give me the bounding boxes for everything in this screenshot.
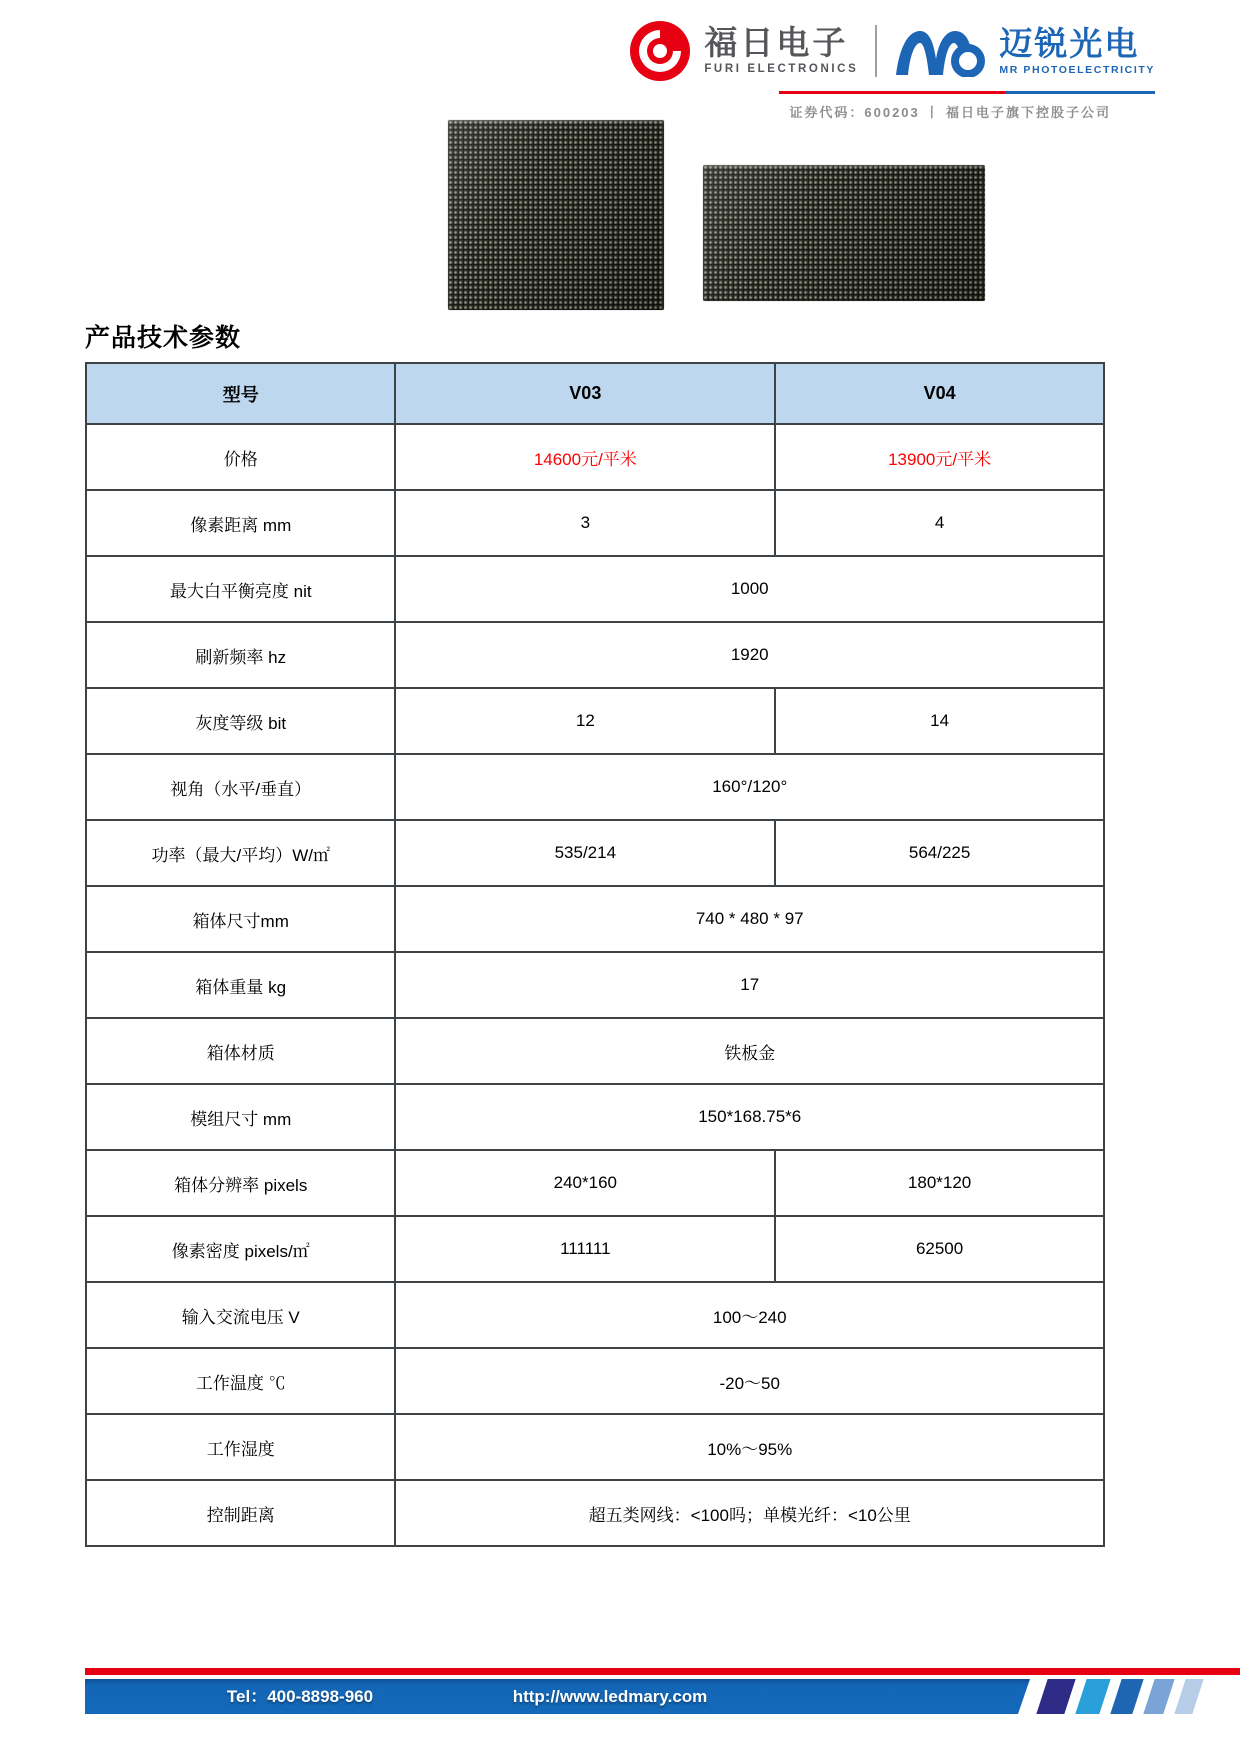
header-cell-v04: V04 <box>775 363 1104 424</box>
footer-stripe <box>1174 1679 1203 1714</box>
table-row <box>86 1348 1104 1414</box>
row-value-v03: 12 <box>395 688 775 754</box>
row-label: 像素密度 pixels/㎡ <box>86 1216 395 1282</box>
row-value-v04: 4 <box>775 490 1104 556</box>
row-value-span: 超五类网线：<100吗；单模光纤：<10公里 <box>395 1480 1104 1546</box>
footer-stripe <box>1143 1679 1174 1714</box>
row-value-span: 1000 <box>395 556 1104 622</box>
brand-divider <box>875 25 877 77</box>
footer-stripe <box>1036 1679 1075 1714</box>
row-label: 工作湿度 <box>86 1414 395 1480</box>
table-row <box>86 886 1104 952</box>
row-label: 箱体分辨率 pixels <box>86 1150 395 1216</box>
footer-telephone: Tel：400-8898-960 <box>226 1687 374 1706</box>
brand-accent-line <box>779 91 1155 94</box>
table-row <box>86 1084 1104 1150</box>
brand-logos-row <box>629 20 1155 82</box>
table-row <box>86 424 1104 490</box>
row-value-v03: 240*160 <box>395 1150 775 1216</box>
row-value-span: 17 <box>395 952 1104 1018</box>
table-row <box>86 688 1104 754</box>
row-value-v04: 180*120 <box>775 1150 1104 1216</box>
row-value-v03: 111111 <box>395 1216 775 1282</box>
brand-accent-line-red <box>779 91 1005 94</box>
row-value-span: 100～240 <box>395 1282 1104 1348</box>
spec-table <box>85 362 1105 1547</box>
brand-header <box>629 20 1155 121</box>
mr-name: 迈锐光电 <box>999 24 1140 62</box>
row-value-v03: 3 <box>395 490 775 556</box>
row-label: 灰度等级 bit <box>86 688 395 754</box>
footer-stripe <box>1075 1679 1110 1714</box>
furi-logo-text <box>704 26 858 76</box>
row-label: 模组尺寸 mm <box>86 1084 395 1150</box>
mr-subtitle: MR PHOTOELECTRICITY <box>999 63 1155 76</box>
header-cell-v03: V03 <box>395 363 775 424</box>
table-row <box>86 820 1104 886</box>
table-row <box>86 556 1104 622</box>
row-value-span: 10%～95% <box>395 1414 1104 1480</box>
row-label: 箱体重量 kg <box>86 952 395 1018</box>
table-row <box>86 1150 1104 1216</box>
led-module-photo-v04 <box>703 165 985 301</box>
row-label: 最大白平衡亮度 nit <box>86 556 395 622</box>
row-value-v03: 14600元/平米 <box>395 424 775 490</box>
table-row <box>86 1018 1104 1084</box>
brand-accent-line-blue <box>1005 91 1155 94</box>
table-row <box>86 1216 1104 1282</box>
row-label: 刷新频率 hz <box>86 622 395 688</box>
row-label: 像素距离 mm <box>86 490 395 556</box>
row-label: 箱体材质 <box>86 1018 395 1084</box>
led-module-photo-v03 <box>448 120 664 310</box>
table-row <box>86 1282 1104 1348</box>
row-value-span: -20～50 <box>395 1348 1104 1414</box>
brand-caption: 证券代码：600203 丨 福日电子旗下控股子公司 <box>789 105 1111 120</box>
header-cell-model: 型号 <box>86 363 395 424</box>
footer-stripes <box>1042 1679 1198 1714</box>
row-value-span: 铁板金 <box>395 1018 1104 1084</box>
row-value-v04: 13900元/平米 <box>775 424 1104 490</box>
furi-logo-icon <box>629 20 691 82</box>
mr-logo-text <box>999 24 1155 76</box>
row-value-span: 740 * 480 * 97 <box>395 886 1104 952</box>
furi-subtitle: FURI ELECTRONICS <box>704 63 859 76</box>
row-value-span: 150*168.75*6 <box>395 1084 1104 1150</box>
page-title: 产品技术参数 <box>85 324 242 352</box>
row-value-v04: 14 <box>775 688 1104 754</box>
table-row <box>86 952 1104 1018</box>
row-label: 价格 <box>86 424 395 490</box>
row-label: 箱体尺寸mm <box>86 886 395 952</box>
row-label: 控制距离 <box>86 1480 395 1546</box>
footer-red-bar <box>85 1668 1240 1675</box>
row-value-span: 160°/120° <box>395 754 1104 820</box>
row-label: 视角（水平/垂直） <box>86 754 395 820</box>
footer-stripe <box>1110 1679 1143 1714</box>
row-value-v03: 535/214 <box>395 820 775 886</box>
row-label: 功率（最大/平均）W/㎡ <box>86 820 395 886</box>
table-row <box>86 754 1104 820</box>
row-value-v04: 62500 <box>775 1216 1104 1282</box>
footer-website-link[interactable]: http://www.ledmary.com <box>512 1687 708 1706</box>
table-row <box>86 622 1104 688</box>
table-row <box>86 1480 1104 1546</box>
table-row <box>86 1414 1104 1480</box>
row-label: 输入交流电压 V <box>86 1282 395 1348</box>
mr-wave-logo-icon <box>894 25 986 77</box>
row-value-span: 1920 <box>395 622 1104 688</box>
table-header-row <box>86 363 1104 424</box>
row-label: 工作温度 ℃ <box>86 1348 395 1414</box>
furi-name: 福日电子 <box>704 24 849 62</box>
table-row <box>86 490 1104 556</box>
row-value-v04: 564/225 <box>775 820 1104 886</box>
